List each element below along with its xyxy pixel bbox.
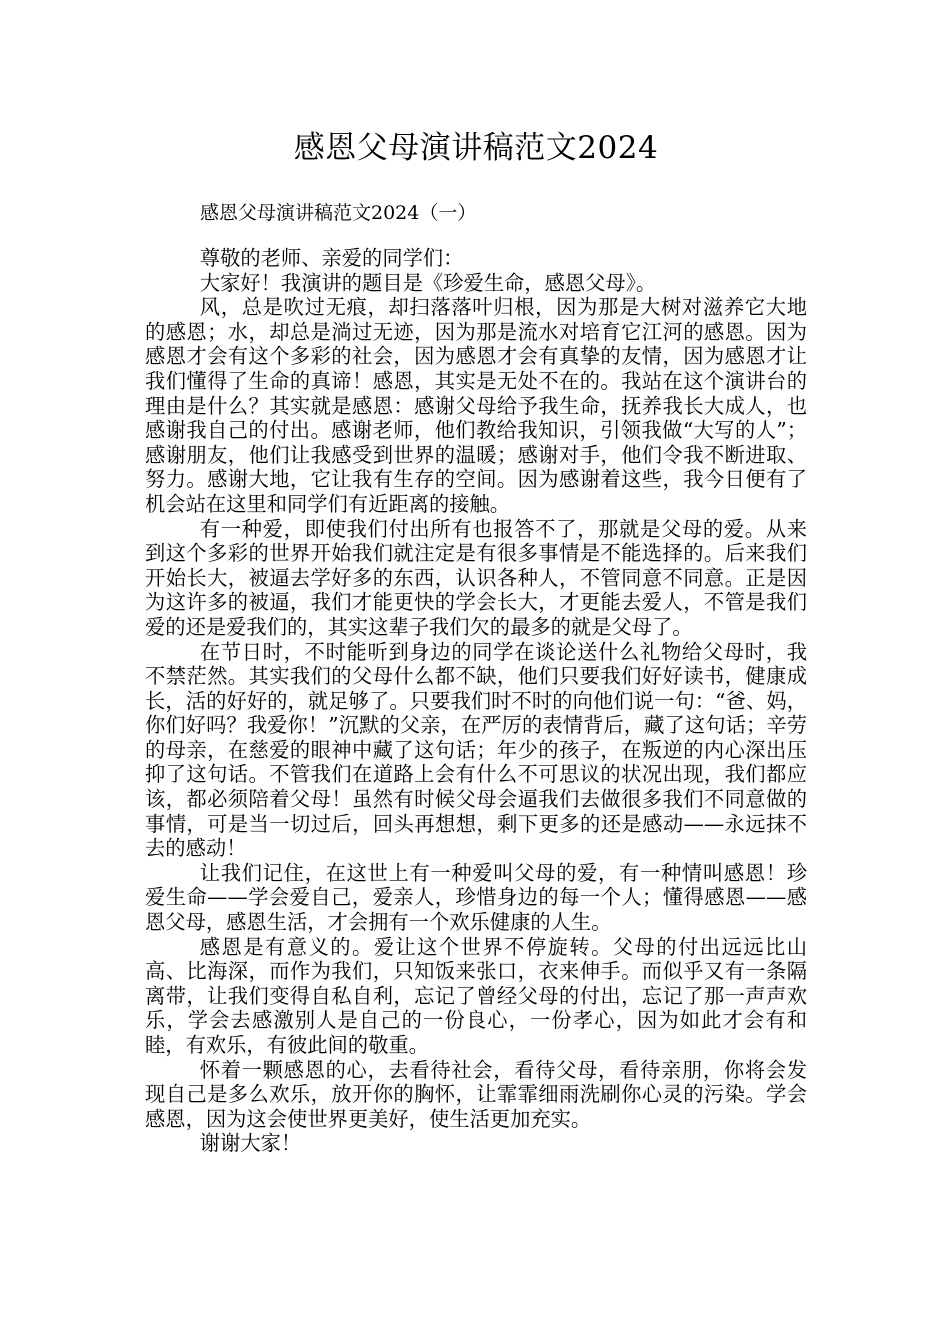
paragraph: 在节日时，不时能听到身边的同学在谈论送什么礼物给父母时，我不禁茫然。其实我们的父母什么都不缺，他们只要我们好好读书，健康成长，活的好好的，就足够了。只要我们时不时的向他们说一句：“爸、妈，你们好吗？我爱你！”沉默的父亲，在严厉的表情背后，藏了这句话；辛劳的母亲，在慈爱的眼神中藏了这句话；年少的孩子，在叛逆的内心深出压抑了这句话。不管我们在道路上会有什么不可思议的状况出现，我们都应该，都必须陪着父母！虽然有时候父母会逼我们去做很多我们不同意做的事情，可是当一切过后，回头再想想，剩下更多的还是感动——永远抹不去的感动！ <box>145 639 807 861</box>
paragraph-closing: 谢谢大家！ <box>199 1131 302 1156</box>
paragraph: 有一种爱，即使我们付出所有也报答不了，那就是父母的爱。从来到这个多彩的世界开始我们就注定是有很多事情是不能选择的。后来我们开始长大，被逼去学好多的东西，认识各种人，不管同意不同意。正是因为这许多的被逼，我们才能更快的学会长大，才更能去爱人，不管是我们爱的还是爱我们的，其实这辈子我们欠的最多的就是父母了。 <box>145 516 807 639</box>
paragraph: 怀着一颗感恩的心，去看待社会，看待父母，看待亲朋，你将会发现自己是多么欢乐，放开你的胸怀，让霏霏细雨洗刷你心灵的污染。学会感恩，因为这会使世界更美好，使生活更加充实。 <box>145 1057 807 1131</box>
paragraph-greeting: 大家好！我演讲的题目是《珍爱生命，感恩父母》。 <box>199 270 657 295</box>
paragraph: 感恩是有意义的。爱让这个世界不停旋转。父母的付出远远比山高、比海深，而作为我们，只知饭来张口，衣来伸手。而似乎又有一条隔离带，让我们变得自私自利，忘记了曾经父母的付出，忘记了那一声声欢乐，学会去感激别人是自己的一份良心，一份孝心，因为如此才会有和睦，有欢乐，有彼此间的敬重。 <box>145 934 807 1057</box>
document-title: 感恩父母演讲稿范文2024 <box>293 130 659 166</box>
paragraph: 风，总是吹过无痕，却扫落落叶归根，因为那是大树对滋养它大地的感恩；水，却总是淌过无迹，因为那是流水对培育它江河的感恩。因为感恩才会有这个多彩的社会，因为感恩才会有真挚的友情，因为感恩才让我们懂得了生命的真谛！感恩，其实是无处不在的。我站在这个演讲台的理由是什么？其实就是感恩：感谢父母给予我生命，抚养我长大成人，也感谢我自己的付出。感谢老师，他们教给我知识，引领我做“大写的人”；感谢朋友，他们让我感受到世界的温暖；感谢对手，他们令我不断进取、努力。感谢大地，它让我有生存的空间。因为感谢着这些，我今日便有了机会站在这里和同学们有近距离的接触。 <box>145 295 807 516</box>
document-subtitle: 感恩父母演讲稿范文2024（一） <box>200 202 477 224</box>
document-body <box>145 246 807 1156</box>
paragraph: 让我们记住，在这世上有一种爱叫父母的爱，有一种情叫感恩！珍爱生命——学会爱自己，爱亲人，珍惜身边的每一个人；懂得感恩——感恩父母，感恩生活，才会拥有一个欢乐健康的人生。 <box>145 860 807 935</box>
paragraph-salutation: 尊敬的老师、亲爱的同学们： <box>199 246 464 270</box>
